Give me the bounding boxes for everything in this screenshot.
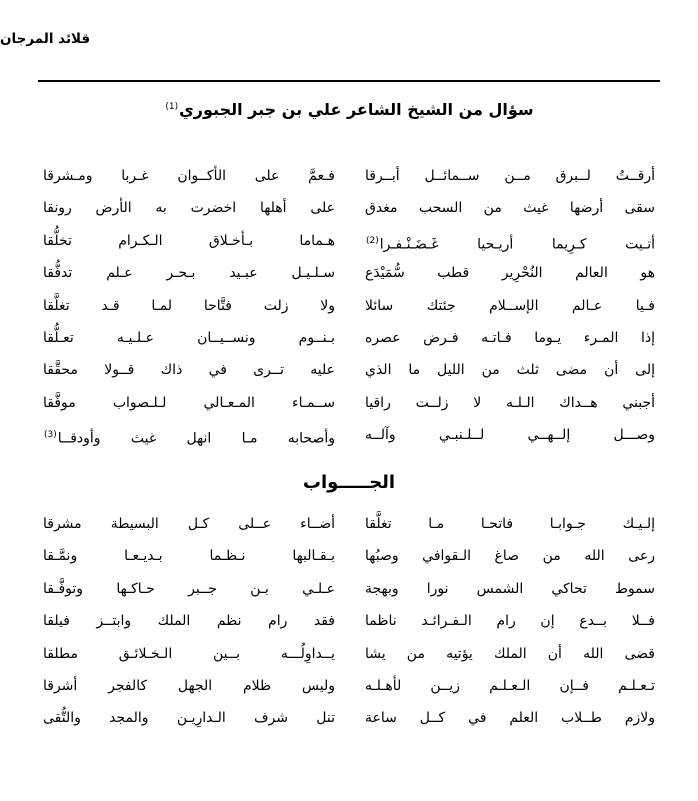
section-title <box>0 100 698 119</box>
verse-line <box>43 702 335 734</box>
poem-question-left-column <box>39 160 349 452</box>
section-title-footnote-marker: (1) <box>165 101 179 112</box>
verse-line <box>365 702 655 734</box>
verse-line-text: عـلـي بـن جــبر حـاكـها وتوفَّـقا <box>43 580 335 597</box>
header-divider-rule <box>38 80 660 82</box>
verse-line <box>365 573 655 605</box>
verse-line-text: على أهلها اخضرت به الأرض رونقا <box>43 200 335 217</box>
verse-line-text: يــداوِلُـــه بــين الـخـلائـق مطلقا <box>43 645 335 662</box>
verse-line <box>43 670 335 702</box>
verse-line-text: إلـيـك جـوابـا فاتحـا مـا تغلَّقا <box>365 516 655 532</box>
verse-line <box>43 322 335 354</box>
verse-line-text: أتـيت كـرِيما أريـحيا غَـضَـنْـفـرا$^{(2)}$ <box>366 235 655 253</box>
verse-line <box>365 670 655 702</box>
verse-line <box>365 290 655 322</box>
verse-line-text: فـعمَّ على الأكــوان غـربا ومـشرقا <box>43 168 335 184</box>
poem-question <box>39 160 659 452</box>
running-head <box>0 28 658 47</box>
poem-question-right-column <box>349 160 659 452</box>
verse-line <box>43 354 335 386</box>
verse-line <box>365 160 655 192</box>
verse-line-text: ولا زلت فتَّاحا لمـا قـد تغلَّقا <box>43 297 335 314</box>
verse-line-text: هو العالم النُحْرِير قطب سُّمَيْدَع <box>365 265 655 282</box>
verse-line <box>43 573 335 605</box>
verse-footnote-marker: (2) <box>366 235 379 246</box>
verse-line-text: تـعـلـم فــإن الـعـلـم زيــن لأهـلـه <box>365 677 655 694</box>
verse-line-text: سـلـيـل عبـيد بـحـر عـلم تدفُّقا <box>43 265 335 282</box>
verse-line-text: ولازم طــلاب العلم في كــل ساعة <box>365 710 655 727</box>
answer-heading <box>0 472 698 493</box>
verse-line-text: إذا المـرء يـوما فـاتـه فـرض عصره <box>365 329 655 346</box>
verse-line <box>43 387 335 419</box>
verse-line-text: أجبني هــداك الـلـه لا زلــت راقيا <box>365 394 655 411</box>
verse-line-text: سموط تحاكي الشمس نورا وبهجة <box>365 580 655 597</box>
verse-line <box>43 290 335 322</box>
verse-footnote-marker: (3) <box>44 430 57 441</box>
verse-line <box>365 192 655 224</box>
verse-line <box>365 225 655 257</box>
verse-line-text: أضــاء عــلى كـل البسيطة مشرقا <box>43 516 335 532</box>
poem-answer <box>39 508 659 735</box>
verse-line-text: وصـــل إلــهــي لــلـنبـي وآلــه <box>365 427 655 444</box>
verse-line <box>43 192 335 224</box>
verse-line-text: أرقــتُ لــبرق مــن ســمائــل أبــرقا <box>365 168 655 184</box>
verse-line-text: وأصحابه مـا انهل غيث وأودقــا$^{(3)}$ <box>44 430 335 447</box>
verse-line-text: فـيا عـالم الإســلام جئتك سائلا <box>365 297 655 314</box>
verse-line-text: إلى أن مضى ثلث من الليل ما الذي <box>365 362 655 379</box>
verse-line-text: بـقـالبها نـظـما بـديـعـا ونمَّـقا <box>43 548 335 565</box>
verse-line <box>365 387 655 419</box>
verse-line <box>43 257 335 289</box>
verse-line-text: قضى الله أن الملك يؤتيه من يشا <box>365 645 655 662</box>
verse-line <box>43 638 335 670</box>
verse-line <box>43 419 335 451</box>
verse-line <box>43 540 335 572</box>
verse-line <box>43 225 335 257</box>
verse-line-text: سقى أرضها غيث من السحب مغدق <box>365 200 655 217</box>
verse-line <box>365 322 655 354</box>
verse-line <box>365 257 655 289</box>
verse-line <box>43 508 335 540</box>
verse-line-text: رعى الله من صاغ الـقوافي وصبُها <box>365 548 655 565</box>
running-head-text: قلائد المرجان <box>0 31 91 47</box>
answer-heading-text: الجـــــواب <box>302 472 396 493</box>
verse-line-text: تنل شرف الـدارِيـن والمجد والتُّقى <box>43 710 335 727</box>
verse-line <box>365 638 655 670</box>
verse-line-text: ســمـاء المـعـالي لـلـصواب موفَّقا <box>43 394 335 411</box>
verse-line <box>365 354 655 386</box>
verse-line <box>365 605 655 637</box>
verse-line-text: فــلا بــدع إن رام الـفـرائـد ناظما <box>365 613 655 630</box>
poem-answer-left-column <box>39 508 349 735</box>
verse-line <box>365 540 655 572</box>
poem-answer-right-column <box>349 508 659 735</box>
verse-line <box>365 419 655 451</box>
section-title-text: سؤال من الشيخ الشاعر علي بن جبر الجبوري <box>179 100 534 119</box>
verse-line-text: هـماما بـأخـلاق الـكـرام تخلُّقا <box>43 232 335 249</box>
verse-line-text: بـنــوم ونســيــان عـلـيـه تعـلُّقا <box>43 329 335 346</box>
verse-line-text: وليس ظلام الجهل كالفجر أشرقا <box>43 677 335 694</box>
verse-line <box>365 508 655 540</box>
verse-line <box>43 160 335 192</box>
verse-line-text: فقد رام نظم الملك وابتــز فيلقا <box>43 613 335 630</box>
verse-line-text: عليه تــرى في ذاك قــولا محقَّقا <box>43 362 335 379</box>
verse-line <box>43 605 335 637</box>
